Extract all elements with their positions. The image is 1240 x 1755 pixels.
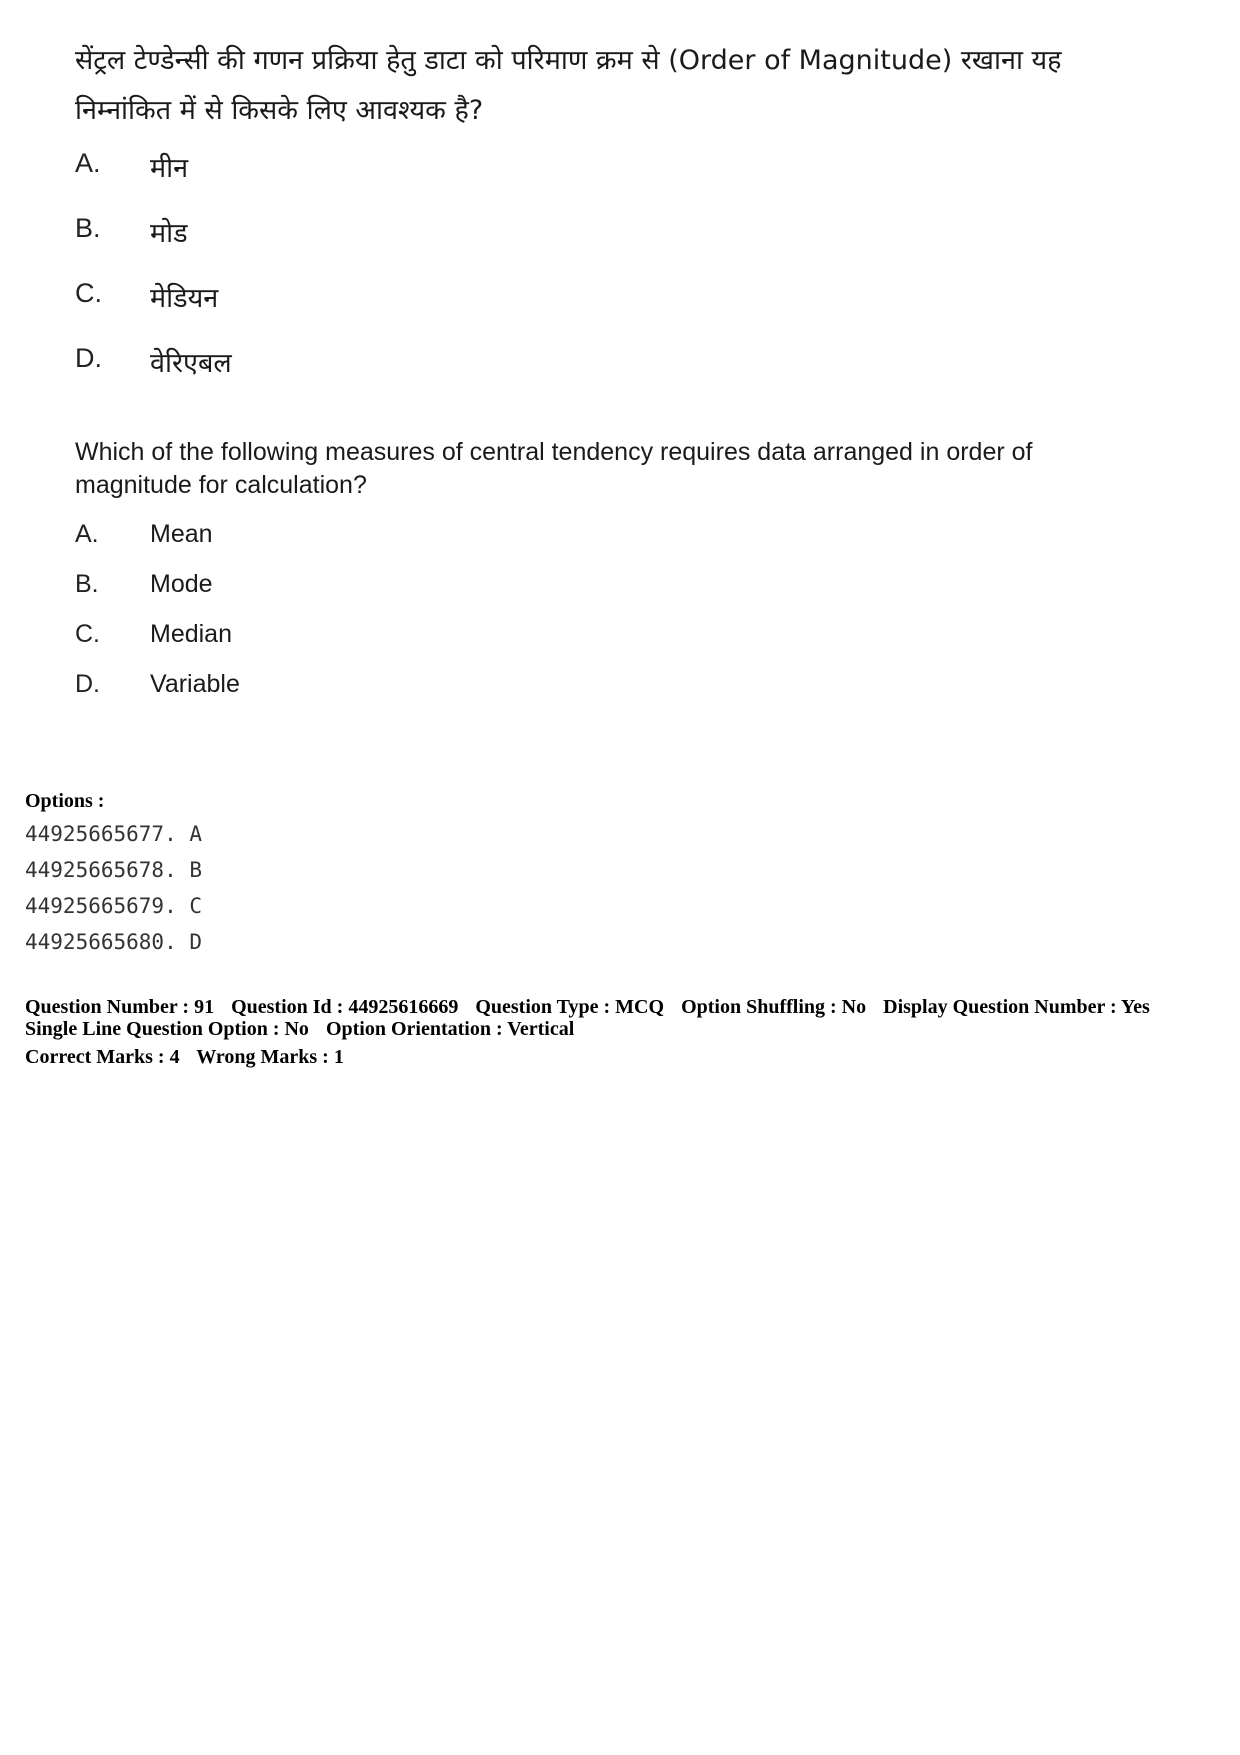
- option-text: मेडियन: [150, 283, 219, 314]
- question-id: Question Id : 44925616669: [231, 996, 459, 1018]
- english-question-line-1: Which of the following measures of central tendency requires data arranged in order of: [75, 438, 1033, 466]
- english-option-b: [75, 570, 675, 620]
- english-question-text: [75, 436, 1135, 502]
- options-heading: Options :: [25, 790, 105, 812]
- option-letter: D.: [75, 343, 102, 373]
- option-letter: D.: [75, 670, 100, 698]
- question-image: [0, 0, 1240, 740]
- option-letter: C.: [75, 278, 102, 308]
- wrong-marks: Wrong Marks : 1: [196, 1046, 344, 1068]
- option-text: मोड: [150, 218, 188, 249]
- question-type: Question Type : MCQ: [475, 996, 665, 1018]
- english-option-d: [75, 670, 675, 720]
- option-letter: B.: [75, 570, 99, 598]
- option-letter: B.: [75, 213, 101, 243]
- question-number: Question Number : 91: [25, 996, 215, 1018]
- option-id-item: 44925665680. D: [25, 930, 203, 954]
- hindi-option-c: [75, 278, 675, 343]
- meta-line-1: [25, 996, 1225, 1018]
- option-letter: A.: [75, 520, 99, 548]
- option-id-item: 44925665678. B: [25, 858, 203, 882]
- option-text: वेरिएबल: [150, 348, 232, 379]
- option-shuffling: Option Shuffling : No: [681, 996, 867, 1018]
- display-question-number: Display Question Number : Yes: [883, 996, 1150, 1018]
- hindi-option-d: [75, 343, 675, 408]
- single-line-question-option: Single Line Question Option : No: [25, 1018, 309, 1040]
- hindi-question-text: [75, 36, 1115, 136]
- hindi-option-b: [75, 213, 675, 278]
- english-option-c: [75, 620, 675, 670]
- hindi-options-list: [75, 148, 675, 408]
- option-text: Variable: [150, 670, 240, 698]
- option-id-item: 44925665677. A: [25, 822, 203, 846]
- option-orientation: Option Orientation : Vertical: [325, 1018, 575, 1040]
- option-letter: A.: [75, 148, 101, 178]
- question-meta: [25, 996, 1225, 1068]
- english-option-a: [75, 520, 675, 570]
- english-options-list: [75, 520, 675, 720]
- option-text: मीन: [150, 153, 189, 184]
- option-text: Median: [150, 620, 232, 648]
- meta-line-3: [25, 1046, 1225, 1068]
- english-question-line-2: magnitude for calculation?: [75, 471, 367, 499]
- meta-line-2: [25, 1018, 1225, 1040]
- correct-marks: Correct Marks : 4: [25, 1046, 180, 1068]
- option-text: Mean: [150, 520, 213, 548]
- option-id-list: [25, 816, 202, 960]
- hindi-option-a: [75, 148, 675, 213]
- hindi-question-line-1: सेंट्रल टेण्डेन्सी की गणन प्रक्रिया हेतु डाटा को परिमाण क्रम से (Order of Magnitude) रखाना यह: [75, 45, 1062, 76]
- hindi-question-line-2: निम्नांकित में से किसके लिए आवश्यक है?: [75, 95, 484, 126]
- option-letter: C.: [75, 620, 100, 648]
- option-text: Mode: [150, 570, 213, 598]
- option-id-item: 44925665679. C: [25, 894, 203, 918]
